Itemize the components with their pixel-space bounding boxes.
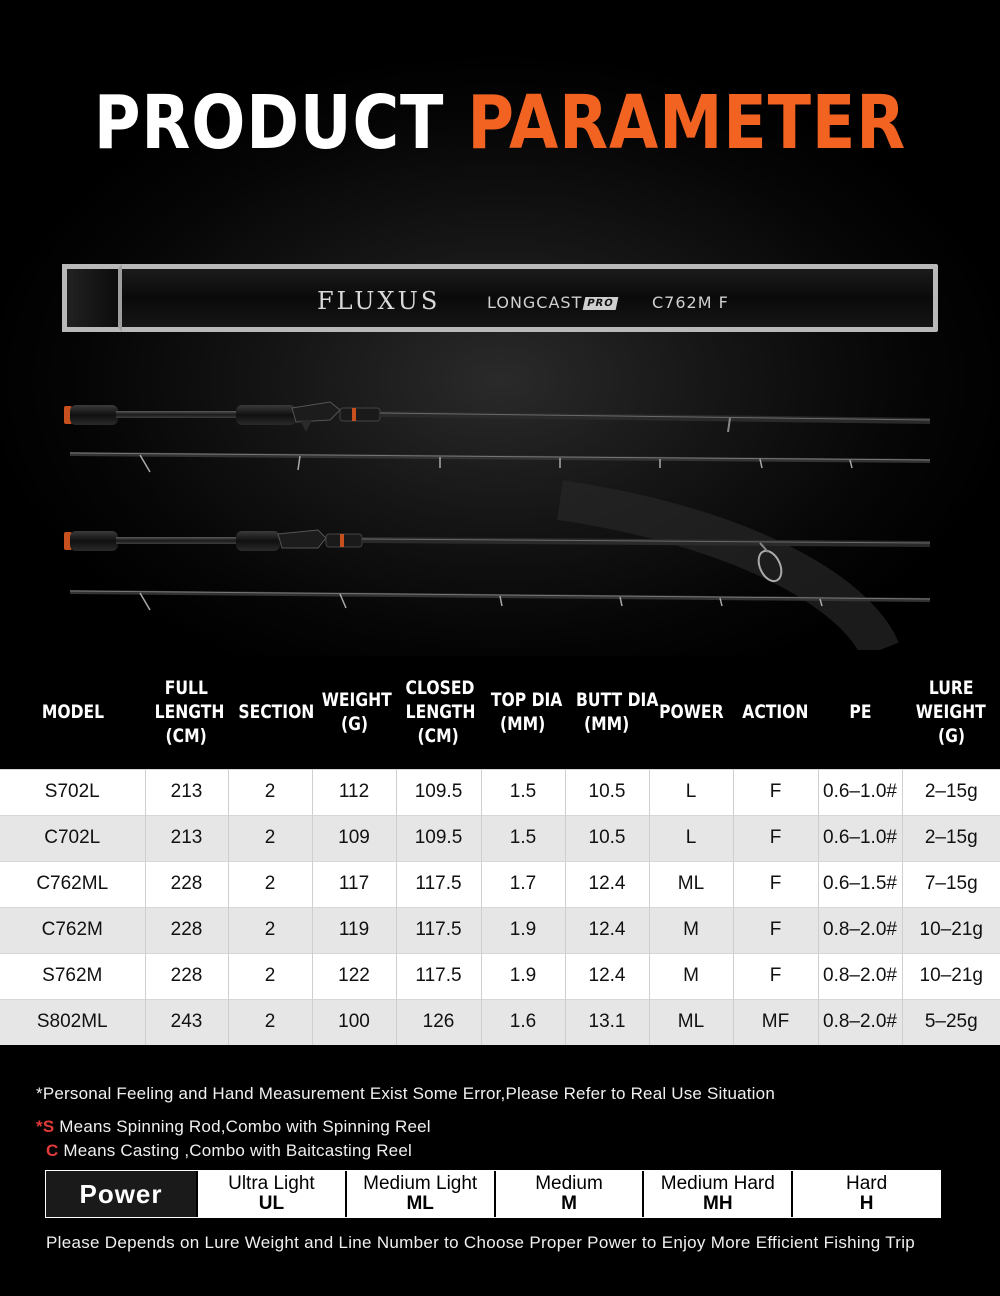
casting-letter: C bbox=[46, 1141, 59, 1160]
title-word-product: PRODUCT bbox=[93, 80, 445, 166]
table-cell: F bbox=[733, 907, 818, 953]
column-header bbox=[565, 656, 659, 769]
table-cell: F bbox=[733, 769, 818, 815]
table-cell: 12.4 bbox=[565, 861, 649, 907]
table-cell: S702L bbox=[0, 769, 145, 815]
table-row bbox=[0, 953, 1000, 999]
table-cell: 10.5 bbox=[565, 769, 649, 815]
table-cell: F bbox=[733, 953, 818, 999]
power-legend-label: Power bbox=[46, 1171, 196, 1217]
column-header bbox=[902, 656, 1000, 769]
column-header-line: LENGTH bbox=[405, 701, 476, 724]
table-cell: 109 bbox=[312, 815, 396, 861]
table-cell: 117.5 bbox=[396, 907, 481, 953]
table-cell: 228 bbox=[145, 907, 228, 953]
table-cell: 117.5 bbox=[396, 861, 481, 907]
casting-note bbox=[46, 1141, 412, 1161]
column-header-line: BUTT DIA bbox=[576, 689, 659, 712]
table-cell: 1.5 bbox=[481, 815, 565, 861]
table-row bbox=[0, 815, 1000, 861]
table-row bbox=[0, 769, 1000, 815]
table-cell: C762M bbox=[0, 907, 145, 953]
column-header-line: PE bbox=[848, 701, 872, 724]
power-level-name: Medium bbox=[535, 1173, 603, 1194]
table-cell: C702L bbox=[0, 815, 145, 861]
power-level-name: Medium Light bbox=[363, 1173, 478, 1194]
rod-bag-image bbox=[62, 264, 938, 332]
table-cell: L bbox=[649, 769, 733, 815]
table-cell: 117.5 bbox=[396, 953, 481, 999]
table-cell: 0.8–2.0# bbox=[818, 953, 902, 999]
table-cell: 109.5 bbox=[396, 769, 481, 815]
table-cell: S802ML bbox=[0, 999, 145, 1045]
column-header-line: LURE bbox=[928, 677, 974, 700]
table-cell: 0.8–2.0# bbox=[818, 999, 902, 1045]
power-legend-cells bbox=[196, 1171, 940, 1217]
power-level-code: UL bbox=[258, 1193, 285, 1214]
table-cell: 10–21g bbox=[902, 907, 1000, 953]
table-cell: 0.6–1.0# bbox=[818, 769, 902, 815]
bag-brand: FLUXUS bbox=[317, 287, 441, 315]
table-cell: 109.5 bbox=[396, 815, 481, 861]
footer-note: Please Depends on Lure Weight and Line Number to Choose Proper Power to Enjoy More Efficient Fishing Trip bbox=[46, 1233, 916, 1252]
column-header-line: ACTION bbox=[742, 701, 809, 724]
column-header bbox=[228, 656, 315, 769]
column-header-line: TOP DIA bbox=[490, 689, 563, 712]
table-cell: 243 bbox=[145, 999, 228, 1045]
power-legend-table bbox=[45, 1170, 941, 1218]
table-cell: 13.1 bbox=[565, 999, 649, 1045]
column-header-line: WEIGHT bbox=[321, 689, 392, 712]
table-cell: 1.5 bbox=[481, 769, 565, 815]
spinning-note bbox=[36, 1117, 431, 1137]
column-header-line: LENGTH bbox=[154, 701, 225, 724]
power-level-cell bbox=[642, 1171, 791, 1217]
power-level-cell bbox=[196, 1171, 345, 1217]
table-row bbox=[0, 999, 1000, 1045]
table-cell: F bbox=[733, 861, 818, 907]
spinning-letter: S bbox=[42, 1117, 55, 1136]
table-cell: ML bbox=[649, 999, 733, 1045]
power-level-name: Hard bbox=[845, 1173, 888, 1194]
power-level-cell bbox=[345, 1171, 494, 1217]
table-cell: 1.7 bbox=[481, 861, 565, 907]
power-level-code: H bbox=[859, 1193, 874, 1214]
table-cell: 12.4 bbox=[565, 907, 649, 953]
rod-1-butt bbox=[64, 402, 930, 432]
spinning-note-text: Means Spinning Rod,Combo with Spinning Reel bbox=[54, 1117, 431, 1136]
table-cell: 2 bbox=[228, 861, 312, 907]
table-cell: MF bbox=[733, 999, 818, 1045]
bag-model: C762M F bbox=[652, 293, 729, 312]
rods-image bbox=[0, 380, 1000, 650]
power-level-code: M bbox=[561, 1193, 577, 1214]
title-word-parameter: PARAMETER bbox=[467, 80, 907, 166]
column-header-line: SECTION bbox=[238, 701, 315, 724]
table-cell: 2 bbox=[228, 815, 312, 861]
table-cell: 0.6–1.0# bbox=[818, 815, 902, 861]
table-cell: 12.4 bbox=[565, 953, 649, 999]
power-level-code: MH bbox=[703, 1193, 733, 1214]
casting-note-text: Means Casting ,Combo with Baitcasting Reel bbox=[58, 1141, 412, 1160]
column-header-line: POWER bbox=[658, 701, 724, 724]
table-cell: 2 bbox=[228, 907, 312, 953]
column-header-line: (CM) bbox=[417, 725, 460, 748]
table-cell: 0.8–2.0# bbox=[818, 907, 902, 953]
column-header-line: (G) bbox=[937, 725, 965, 748]
table-cell: 2–15g bbox=[902, 769, 1000, 815]
bag-series-badge: PRO bbox=[583, 297, 618, 310]
column-header bbox=[733, 656, 818, 769]
column-header bbox=[396, 656, 481, 769]
column-header-line: FULL bbox=[164, 677, 209, 700]
column-header bbox=[0, 656, 145, 769]
table-cell: ML bbox=[649, 861, 733, 907]
table-cell: 2 bbox=[228, 953, 312, 999]
power-level-cell bbox=[791, 1171, 940, 1217]
table-cell: M bbox=[649, 953, 733, 999]
bag-series bbox=[487, 293, 617, 312]
table-cell: 228 bbox=[145, 953, 228, 999]
table-cell: 10.5 bbox=[565, 815, 649, 861]
table-cell: 228 bbox=[145, 861, 228, 907]
table-header-row bbox=[0, 656, 1000, 769]
column-header bbox=[312, 656, 396, 769]
page-title bbox=[70, 80, 930, 166]
table-row bbox=[0, 861, 1000, 907]
column-header-line: (MM) bbox=[500, 713, 546, 736]
table-cell: L bbox=[649, 815, 733, 861]
power-level-name: Ultra Light bbox=[228, 1173, 315, 1194]
table-cell: 112 bbox=[312, 769, 396, 815]
table-cell: 0.6–1.5# bbox=[818, 861, 902, 907]
column-header-line: (MM) bbox=[584, 713, 630, 736]
table-cell: C762ML bbox=[0, 861, 145, 907]
measurement-note: *Personal Feeling and Hand Measurement Exist Some Error,Please Refer to Real Use Situation bbox=[36, 1084, 775, 1103]
table-cell: 2–15g bbox=[902, 815, 1000, 861]
table-cell: 213 bbox=[145, 769, 228, 815]
table-cell: 100 bbox=[312, 999, 396, 1045]
table-cell: 122 bbox=[312, 953, 396, 999]
table-cell: 1.6 bbox=[481, 999, 565, 1045]
column-header-line: WEIGHT bbox=[915, 701, 987, 724]
column-header bbox=[481, 656, 565, 769]
column-header bbox=[145, 656, 228, 769]
column-header-line: CLOSED bbox=[405, 677, 475, 700]
table-cell: 1.9 bbox=[481, 953, 565, 999]
power-level-cell bbox=[494, 1171, 643, 1217]
column-header-line: (G) bbox=[340, 713, 368, 736]
table-cell: 2 bbox=[228, 769, 312, 815]
table-cell: M bbox=[649, 907, 733, 953]
bag-series-label: LONGCAST bbox=[487, 293, 583, 312]
table-cell: S762M bbox=[0, 953, 145, 999]
parameter-table bbox=[0, 656, 1000, 1045]
table-cell: 1.9 bbox=[481, 907, 565, 953]
column-header bbox=[818, 656, 902, 769]
rod-1-tip bbox=[70, 453, 930, 472]
column-header bbox=[649, 656, 733, 769]
table-cell: 126 bbox=[396, 999, 481, 1045]
table-row bbox=[0, 907, 1000, 953]
power-level-code: ML bbox=[406, 1193, 434, 1214]
table-cell: 10–21g bbox=[902, 953, 1000, 999]
column-header-line: MODEL bbox=[41, 701, 104, 724]
table-cell: 2 bbox=[228, 999, 312, 1045]
table-cell: 7–15g bbox=[902, 861, 1000, 907]
rod-bag-flap bbox=[62, 264, 122, 332]
table-cell: F bbox=[733, 815, 818, 861]
table-body bbox=[0, 769, 1000, 1045]
power-level-name: Medium Hard bbox=[660, 1173, 775, 1194]
table-cell: 119 bbox=[312, 907, 396, 953]
table-cell: 213 bbox=[145, 815, 228, 861]
column-header-line: (CM) bbox=[165, 725, 208, 748]
spinning-note-prefix: * bbox=[36, 1117, 43, 1136]
table-cell: 5–25g bbox=[902, 999, 1000, 1045]
table-cell: 117 bbox=[312, 861, 396, 907]
